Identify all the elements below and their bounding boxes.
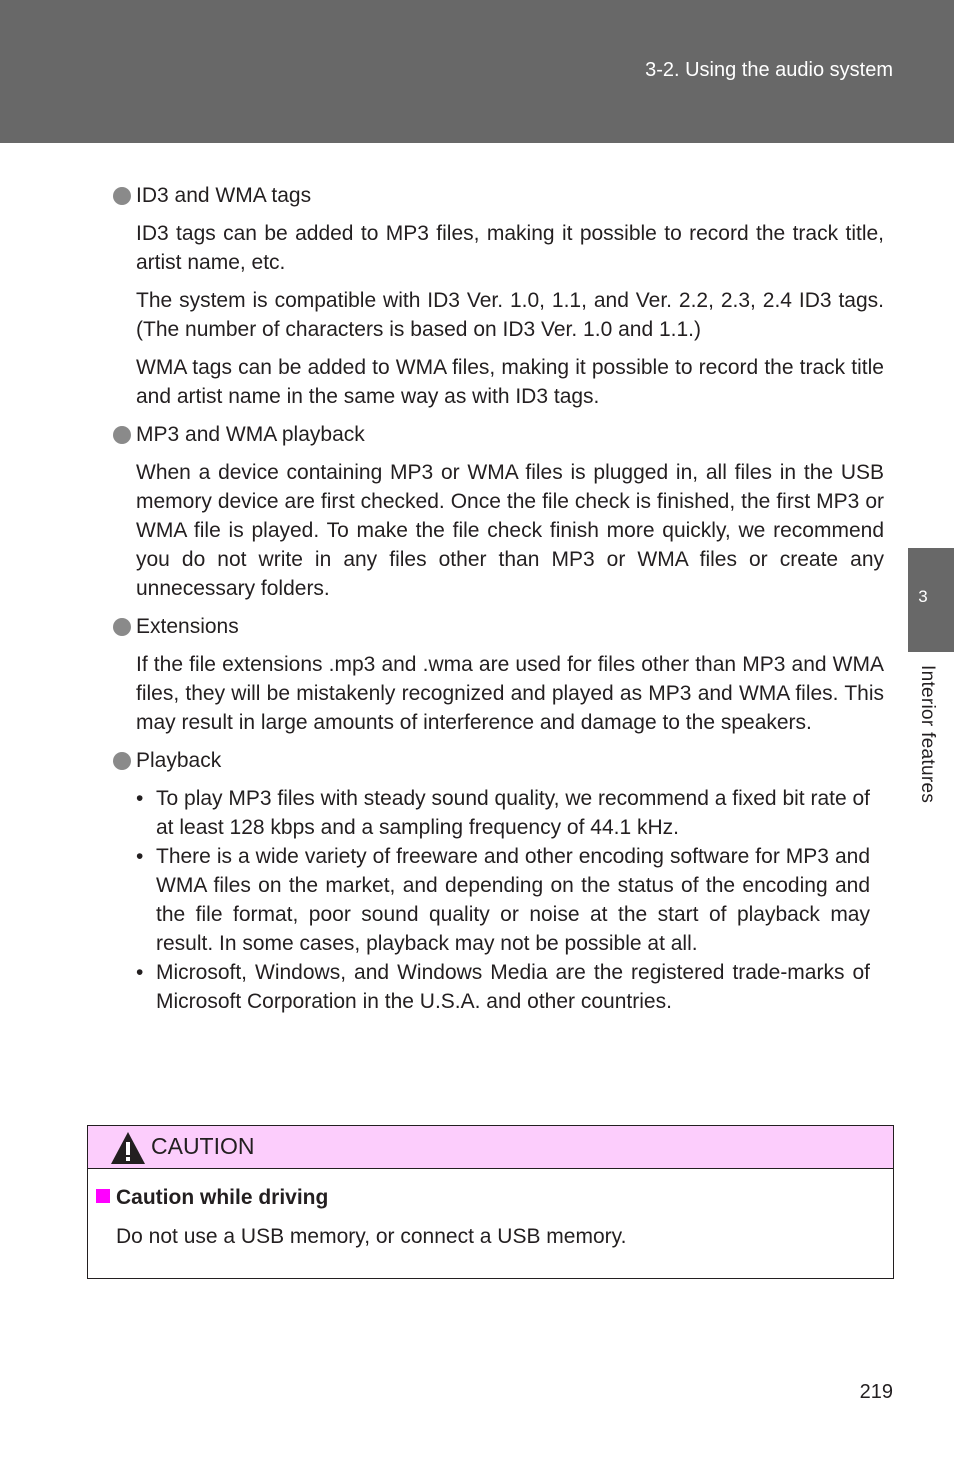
chapter-number: 3 bbox=[918, 587, 928, 606]
bullet-circle-icon bbox=[113, 187, 131, 205]
bullet-circle-icon bbox=[113, 752, 131, 770]
warning-icon bbox=[110, 1131, 146, 1165]
section-playback bbox=[113, 746, 884, 1016]
list-bullet: • bbox=[136, 961, 144, 984]
section-heading: ID3 and WMA tags bbox=[113, 181, 884, 210]
chapter-tab bbox=[908, 548, 954, 652]
list-bullet: • bbox=[136, 787, 144, 810]
paragraph: If the file extensions .mp3 and .wma are used for files other than MP3 and WMA files, they will be mistakenly recognized and played as MP3 and WMA files. This may result in large amounts of interference and damage to the speakers. bbox=[136, 653, 884, 734]
paragraph: The system is compatible with ID3 Ver. 1.0, 1.1, and Ver. 2.2, 2.3, 2.4 ID3 tags. (The number of characters is based on ID3 Ver. 1.0 and 1.1.) bbox=[136, 289, 884, 341]
chapter-label: Interior features bbox=[917, 665, 938, 804]
caution-subheading: Caution while driving bbox=[96, 1186, 328, 1210]
section-title: 3-2. Using the audio system bbox=[645, 59, 893, 81]
list-item: • Microsoft, Windows, and Windows Media are the registered trade-marks of Microsoft Corporation in the U.S.A. and other countries. bbox=[136, 958, 870, 1016]
section-heading: Extensions bbox=[113, 612, 884, 641]
playback-list bbox=[136, 784, 870, 1016]
square-bullet-icon bbox=[96, 1189, 110, 1203]
main-content bbox=[113, 181, 884, 1016]
bullet-circle-icon bbox=[113, 618, 131, 636]
paragraph: WMA tags can be added to WMA files, making it possible to record the track title and artist name in the same way as with ID3 tags. bbox=[136, 356, 884, 408]
page-number: 219 bbox=[859, 1381, 893, 1403]
list-item: • There is a wide variety of freeware and other encoding software for MP3 and WMA files on the market, and depending on the status of the encoding and the file format, poor sound quality or noise at the start of playback may result. In some cases, playback may not be possible at all. bbox=[136, 842, 870, 958]
section-id3-wma-tags bbox=[113, 181, 884, 411]
caution-box bbox=[87, 1125, 894, 1279]
caution-text: Do not use a USB memory, or connect a USB memory. bbox=[116, 1225, 627, 1248]
section-extensions bbox=[113, 612, 884, 737]
bullet-circle-icon bbox=[113, 426, 131, 444]
list-item: • To play MP3 files with steady sound quality, we recommend a fixed bit rate of at least 128 kbps and a sampling frequency of 44.1 kHz. bbox=[136, 784, 870, 842]
section-mp3-wma-playback bbox=[113, 420, 884, 603]
section-heading: MP3 and WMA playback bbox=[113, 420, 884, 449]
list-bullet: • bbox=[136, 845, 144, 868]
section-heading: Playback bbox=[113, 746, 884, 775]
caution-title: CAUTION bbox=[151, 1133, 255, 1159]
page-header bbox=[0, 0, 954, 143]
paragraph: ID3 tags can be added to MP3 files, making it possible to record the track title, artist name, etc. bbox=[136, 222, 884, 274]
caution-header bbox=[88, 1126, 893, 1169]
paragraph: When a device containing MP3 or WMA files is plugged in, all files in the USB memory device are first checked. Once the file check is finished, the first MP3 or WMA file is played. To make the file check finish more quickly, we recommend you do not write in any files other than MP3 or WMA files or create any unnecessary folders. bbox=[136, 461, 884, 600]
